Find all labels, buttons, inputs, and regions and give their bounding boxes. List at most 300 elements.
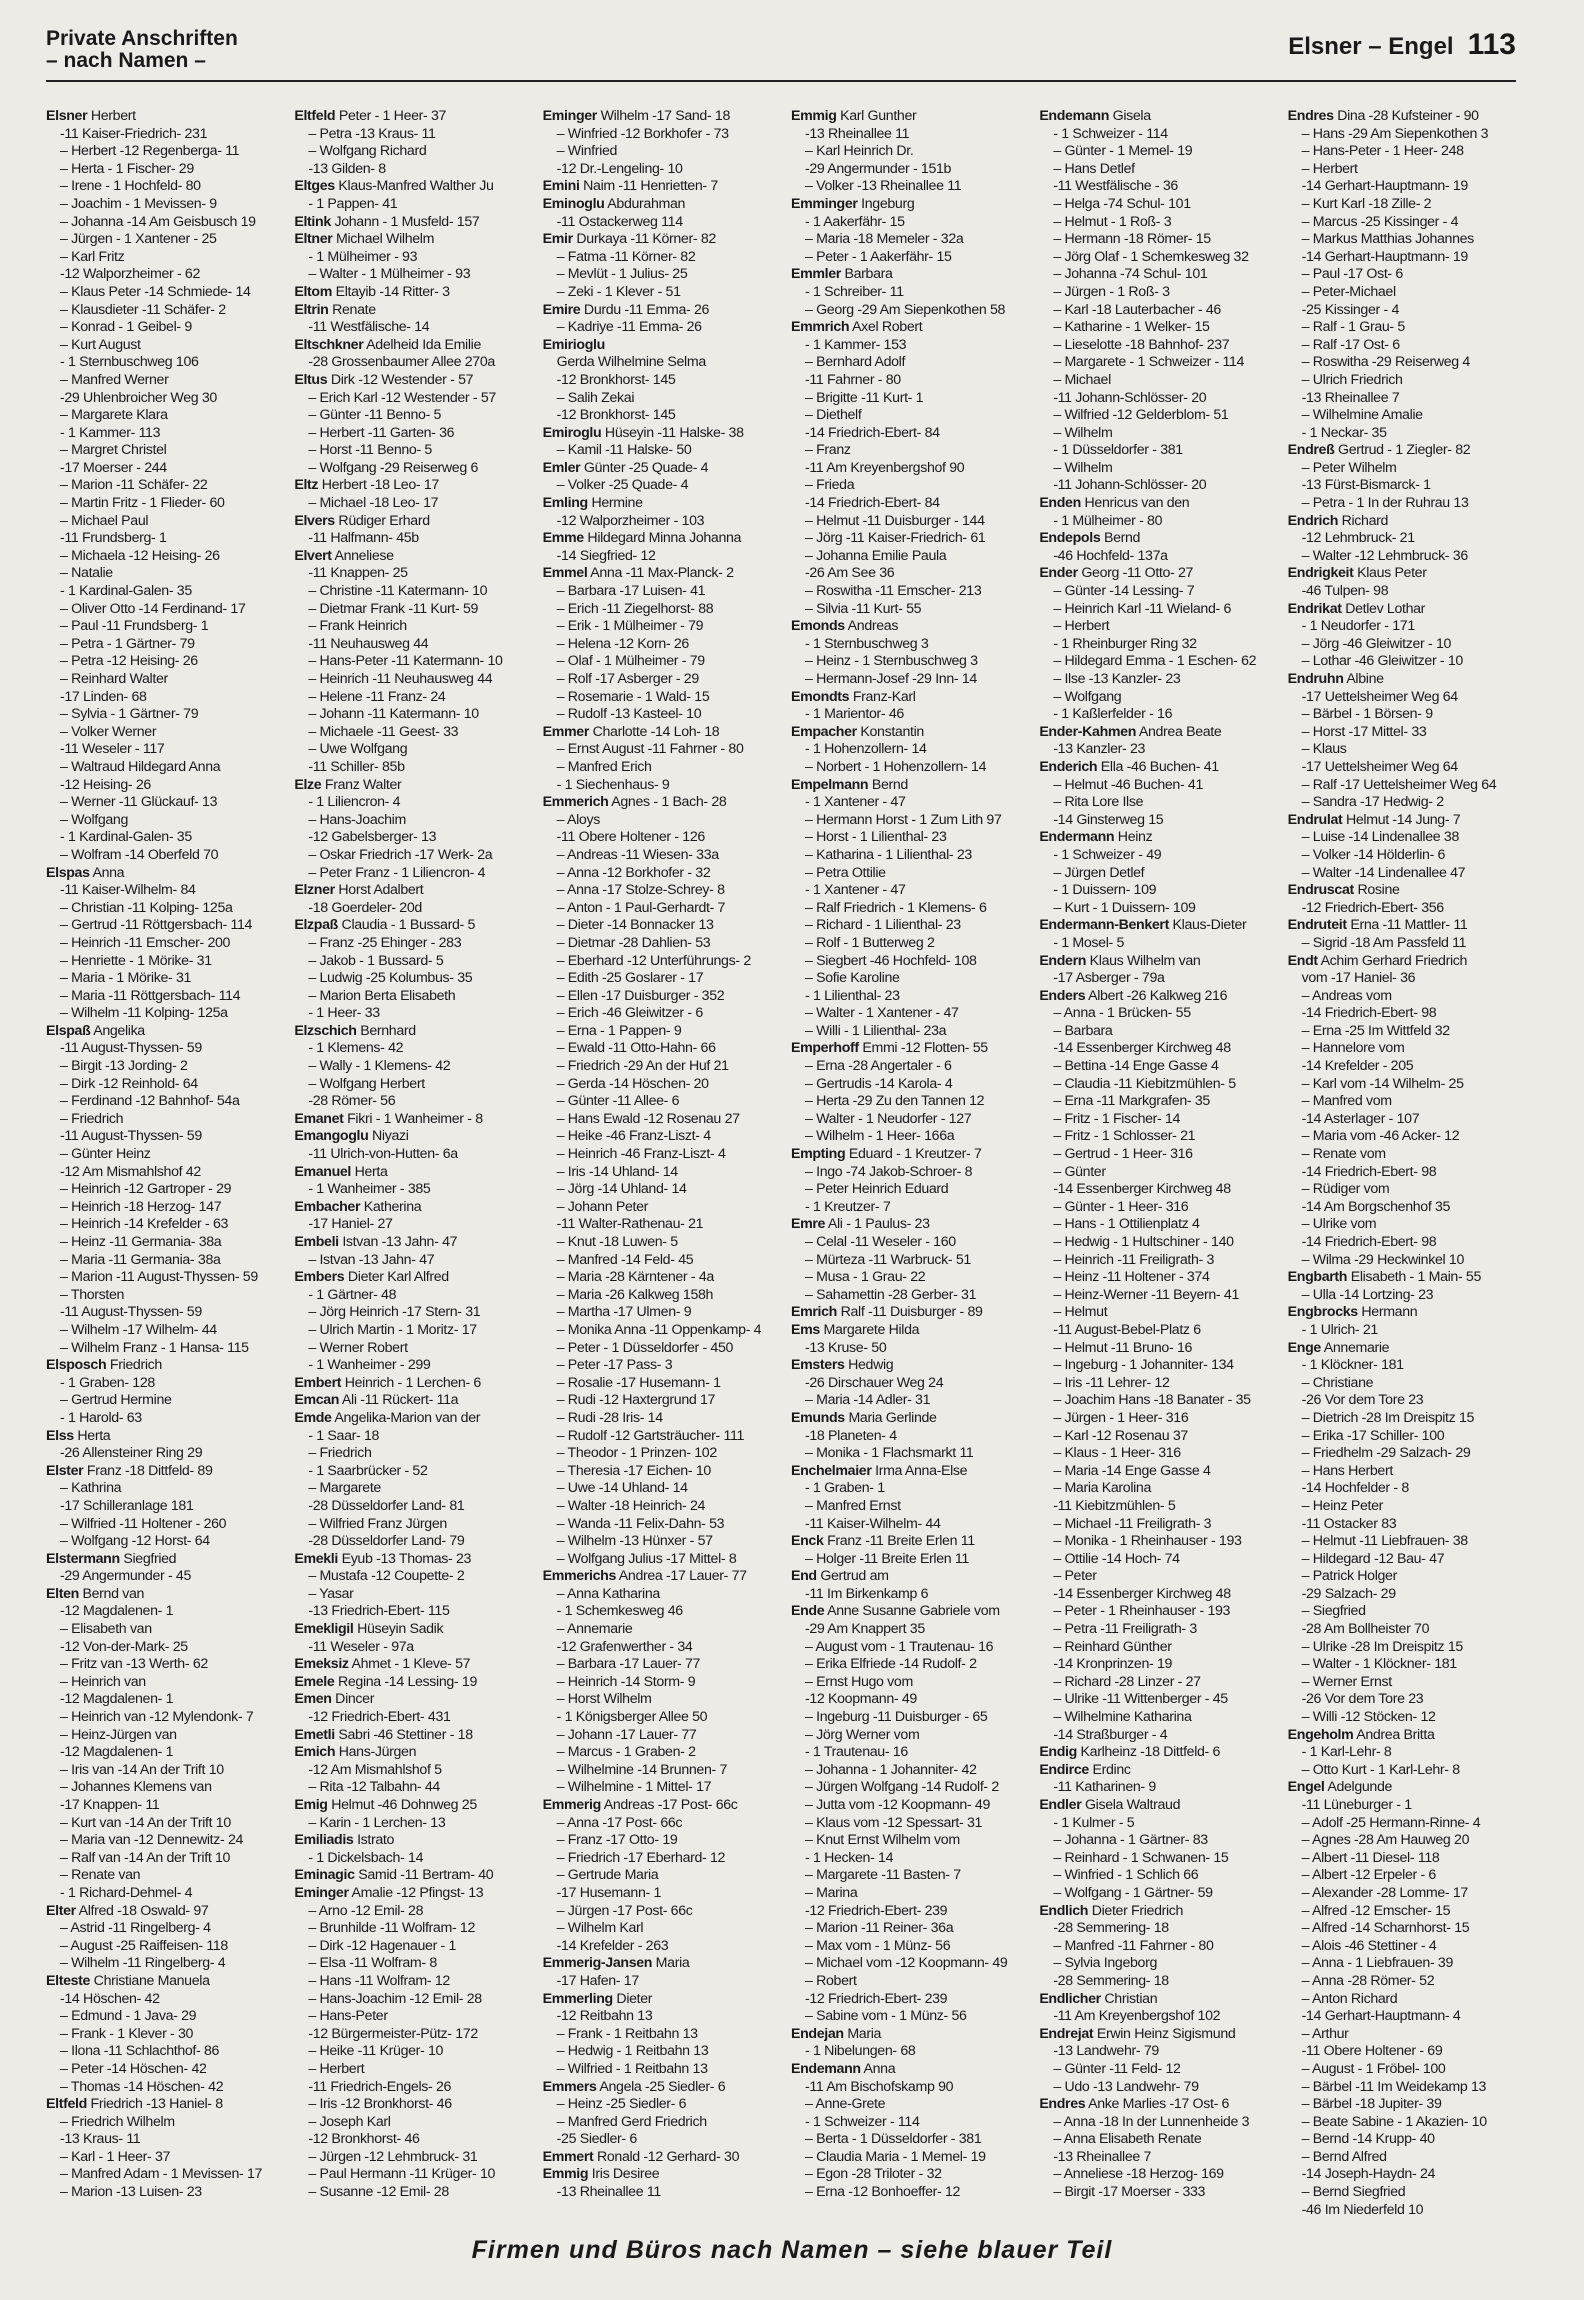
address-line: - 1 Sternbuschweg 3 xyxy=(804,635,929,652)
directory-column xyxy=(543,108,777,2228)
address-line: -12 Grafenwerther - 34 xyxy=(556,1638,693,1655)
address-line: - 1 Kammer- 153 xyxy=(804,336,907,353)
address-line: - 1 Lilienthal- 23 xyxy=(804,987,900,1004)
surname-entry xyxy=(1039,829,1273,847)
given-name-entry: – Uwe -14 Uhland- 14 xyxy=(556,1480,688,1497)
given-name-entry: – Wolfgang xyxy=(1053,688,1122,705)
entry-detail: Klaus-Dieter xyxy=(1168,917,1247,934)
address-line: -14 Friedrich-Ebert- 98 xyxy=(1301,1163,1437,1180)
address-line: - 1 Neckar- 35 xyxy=(1301,424,1387,441)
address-line: - 1 Wanheimer - 299 xyxy=(308,1357,431,1374)
entry-detail: Michael Wilhelm xyxy=(332,231,435,248)
entry-detail: Konstantin xyxy=(856,723,924,740)
surname-entry xyxy=(294,1375,528,1393)
address-line: - 1 Schreiber- 11 xyxy=(804,283,904,300)
given-name-entry: – Kathrina xyxy=(60,1480,122,1497)
address-line: -12 Reitbahn 13 xyxy=(556,2008,653,2025)
given-name-entry: – Maria -28 Kärntener - 4a xyxy=(556,1269,714,1286)
given-name-entry: – Hedwig - 1 Hultschiner - 140 xyxy=(1053,1234,1234,1250)
given-name-entry: – Heinrich -11 Emscher- 200 xyxy=(60,934,231,951)
surname-entry xyxy=(294,1269,528,1287)
given-name-entry: – Katharine - 1 Welker- 15 xyxy=(1053,319,1210,336)
given-name-entry: – Helmut -46 Buchen- 41 xyxy=(1053,776,1203,793)
given-name-entry: – Ralf van -14 An der Trift 10 xyxy=(60,1849,231,1866)
given-name-entry: – Anna - 1 Liebfrauen- 39 xyxy=(1301,1955,1454,1972)
surname-entry xyxy=(294,1674,528,1692)
given-name-entry: – Bärbel - 1 Börsen- 9 xyxy=(1301,706,1433,723)
entry-detail: Adelgunde xyxy=(1324,1779,1393,1796)
given-name-entry: – Hans-Joachim -12 Emil- 28 xyxy=(308,1990,482,2007)
given-name-entry: – Sandra -17 Hedwig- 2 xyxy=(1301,794,1444,811)
given-name-entry: – Heinz -11 Holtener - 374 xyxy=(1053,1269,1210,1286)
entry-detail: Ahmet - 1 Kleve- 57 xyxy=(348,1656,471,1673)
given-name-entry: – Peter Franz - 1 Liliencron- 4 xyxy=(308,864,486,881)
entry-detail: Franz -18 Dittfeld- 89 xyxy=(83,1462,213,1479)
surname-entry xyxy=(294,1832,528,1850)
surname-entry xyxy=(1288,1269,1522,1287)
surname: Emmel xyxy=(542,565,588,582)
surname: Emme xyxy=(542,530,584,547)
entry-detail: Karl Gunther xyxy=(836,108,917,124)
given-name-entry: – Karl - 1 Heer- 37 xyxy=(60,2148,171,2165)
surname-entry xyxy=(791,108,1025,126)
surname: Emondts xyxy=(790,688,850,705)
surname: Emini xyxy=(542,178,580,195)
given-name-entry: – Monika Anna -11 Oppenkamp- 4 xyxy=(556,1321,762,1338)
address-line: - 1 Wanheimer - 385 xyxy=(308,1181,431,1198)
given-name-entry: – Ilona -11 Schlachthof- 86 xyxy=(60,2043,220,2060)
given-name-entry: – Marion -13 Luisen- 23 xyxy=(60,2184,202,2201)
given-name-entry: – Rudolf -13 Kasteel- 10 xyxy=(556,706,702,723)
given-name-entry: – Friedrich Wilhelm xyxy=(60,2113,175,2130)
entry-detail: Amalie -12 Pfingst- 13 xyxy=(348,1884,484,1901)
surname: Endermann xyxy=(1039,829,1115,846)
given-name-entry: – Paul -17 Ost- 6 xyxy=(1301,266,1403,283)
given-name-entry: – Heinz-Jürgen van xyxy=(60,1726,177,1743)
address-line: - 1 Kreutzer- 7 xyxy=(804,1198,891,1215)
address-line: -12 Friedrich-Ebert- 356 xyxy=(1301,899,1444,916)
given-name-entry: – Margarete Klara xyxy=(60,407,168,424)
given-name-entry: – Rosalie -17 Husemann- 1 xyxy=(556,1374,721,1391)
given-name-entry: – Alfred -14 Scharnhorst- 15 xyxy=(1301,1920,1470,1937)
address-line: -12 Gabelsberger- 13 xyxy=(308,829,437,846)
given-name-entry: – Adolf -25 Hermann-Rinne- 4 xyxy=(1301,1814,1481,1831)
given-name-entry: – Hildegard -12 Bau- 47 xyxy=(1301,1550,1445,1567)
address-line: -13 Landwehr- 79 xyxy=(1053,2043,1159,2060)
given-name-entry: – Heinrich -11 Neuhausweg 44 xyxy=(308,671,493,687)
address-line: - 1 Xantener - 47 xyxy=(804,882,906,899)
surname-entry xyxy=(1288,812,1522,830)
address-line: -17 Uettelsheimer Weg 64 xyxy=(1301,688,1458,705)
given-name-entry: – Astrid -11 Ringelberg- 4 xyxy=(60,1920,211,1937)
given-name-entry: – Petra - 1 Gärtner- 79 xyxy=(60,635,195,652)
given-name-entry: – Wilhelmine Amalie xyxy=(1301,407,1423,424)
given-name-entry: – Maria -18 Memeler - 32a xyxy=(804,231,964,248)
entry-detail: Andreas xyxy=(844,618,899,635)
entry-detail: Ali -11 Rückert- 11a xyxy=(339,1392,459,1409)
entry-detail: Heinrich - 1 Lerchen- 6 xyxy=(341,1374,481,1391)
surname-entry xyxy=(1039,1762,1273,1780)
given-name-entry: – Brigitte -11 Kurt- 1 xyxy=(804,389,924,406)
surname-entry xyxy=(791,1216,1025,1234)
directory-column xyxy=(1288,108,1522,2228)
address-line: -29 Salzach- 29 xyxy=(1301,1585,1396,1602)
address-line: -26 Dirschauer Weg 24 xyxy=(804,1374,944,1391)
given-name-entry: – Klaus - 1 Heer- 316 xyxy=(1053,1445,1181,1462)
given-name-entry: – Friedrich -17 Eberhard- 12 xyxy=(556,1849,726,1866)
surname: Embert xyxy=(294,1374,342,1391)
given-name-entry: – Martin Fritz - 1 Flieder- 60 xyxy=(60,495,225,512)
given-name-entry: – Wilhelmine -14 Brunnen- 7 xyxy=(556,1761,728,1778)
given-name-entry: – Konrad - 1 Geibel- 9 xyxy=(60,319,192,336)
address-line: - 1 Kulmer - 5 xyxy=(1053,1814,1135,1831)
address-line: - 1 Kaßlerfelder - 16 xyxy=(1053,706,1173,723)
given-name-entry: – Johannes Klemens van xyxy=(60,1779,212,1796)
address-line: - 1 Siechenhaus- 9 xyxy=(556,776,670,793)
surname-entry xyxy=(543,724,777,742)
surname-entry xyxy=(1288,601,1522,619)
given-name-entry: – Erik - 1 Mülheimer - 79 xyxy=(556,618,704,635)
given-name-entry: – Friedrich xyxy=(60,1110,124,1127)
address-line: -11 Obere Holtener - 126 xyxy=(556,829,705,846)
given-name-entry: – August -25 Raiffeisen- 118 xyxy=(60,1937,228,1954)
entry-detail: Erwin Heinz Sigismund xyxy=(1093,2025,1236,2042)
entry-detail: Helmut -14 Jung- 7 xyxy=(1342,811,1461,828)
address-line: -12 Am Mismahlshof 42 xyxy=(60,1163,201,1180)
surname-entry xyxy=(294,1234,528,1252)
address-line: -29 Angermunder - 45 xyxy=(60,1568,192,1585)
address-line: -11 Kiebitzmühlen- 5 xyxy=(1053,1497,1176,1514)
given-name-entry: – Petra -11 Freiligrath- 3 xyxy=(1053,1621,1197,1638)
surname: Elss xyxy=(46,1427,74,1444)
surname-entry xyxy=(1288,1779,1522,1797)
entry-detail: Günter -25 Quade- 4 xyxy=(580,459,709,476)
given-name-entry: – Gertrude Maria xyxy=(556,1867,659,1884)
address-line: -29 Uhlenbroicher Weg 30 xyxy=(60,389,217,406)
entry-detail: Andreas -17 Post- 66c xyxy=(600,1797,738,1813)
given-name-entry: – Anne-Grete xyxy=(804,2096,886,2113)
given-name-entry: – Jürgen - 1 Heer- 316 xyxy=(1053,1409,1189,1426)
surname: Emmig xyxy=(790,108,837,124)
surname-entry xyxy=(1288,953,1522,971)
address-line: - 1 Schweizer - 114 xyxy=(804,2113,920,2130)
surname-entry xyxy=(1039,2096,1273,2114)
directory-column xyxy=(294,108,528,2228)
entry-detail: Anneliese xyxy=(331,547,394,564)
given-name-entry: – Kurt Karl -18 Zille- 2 xyxy=(1301,195,1432,212)
address-line: -14 Essenberger Kirchweg 48 xyxy=(1053,1181,1231,1198)
given-name-entry: – Brunhilde -11 Wolfram- 12 xyxy=(308,1920,475,1937)
surname-entry xyxy=(294,1392,528,1410)
given-name-entry: – Rolf - 1 Butterweg 2 xyxy=(804,934,935,951)
surname-entry xyxy=(791,777,1025,795)
entry-detail: Gisela xyxy=(1109,108,1151,124)
surname-entry xyxy=(294,1867,528,1885)
entry-detail: Horst Adalbert xyxy=(334,882,424,899)
surname: Embers xyxy=(294,1269,345,1286)
surname-entry xyxy=(46,1357,280,1375)
given-name-entry: – Dirk -12 Reinhold- 64 xyxy=(60,1075,198,1092)
given-name-entry: – Helena -12 Korn- 26 xyxy=(556,635,689,652)
given-name-entry: – Jürgen -17 Post- 66c xyxy=(556,1902,693,1919)
surname-entry xyxy=(294,372,528,390)
address-line: -11 Kaiser-Wilhelm- 44 xyxy=(804,1515,941,1532)
entry-detail: Claudia - 1 Bussard- 5 xyxy=(337,917,475,934)
given-name-entry: – Michael xyxy=(1053,371,1111,388)
surname: Endres xyxy=(1039,2096,1086,2113)
surname-entry xyxy=(46,2096,280,2114)
given-name-entry: – Heinrich -14 Krefelder - 63 xyxy=(60,1216,229,1233)
surname-entry xyxy=(294,477,528,495)
surname-entry xyxy=(791,1146,1025,1164)
given-name-entry: – Monika - 1 Flachsmarkt 11 xyxy=(804,1445,974,1462)
given-name-entry: – Claudia -11 Kiebitzmühlen- 5 xyxy=(1053,1075,1236,1092)
given-name-entry: – Franz -17 Otto- 19 xyxy=(556,1832,678,1849)
given-name-entry: – Reinhard Walter xyxy=(60,671,168,687)
surname: Endemann xyxy=(790,2060,861,2077)
given-name-entry: – Horst Wilhelm xyxy=(556,1691,652,1708)
address-line: -11 Ulrich-von-Hutten- 6a xyxy=(308,1146,458,1163)
given-name-entry: – Dietmar Frank -11 Kurt- 59 xyxy=(308,600,479,617)
given-name-entry: – Elsa -11 Wolfram- 8 xyxy=(308,1955,437,1972)
surname: Emmerling xyxy=(542,1990,613,2007)
given-name-entry: – Wilfried - 1 Reitbahn 13 xyxy=(556,2060,708,2077)
given-name-entry: – Petra - 1 In der Ruhrau 13 xyxy=(1301,495,1469,512)
given-name-entry: – Wilhelm -13 Hünxer - 57 xyxy=(556,1533,713,1550)
name-range: Elsner – Engel xyxy=(1288,33,1454,60)
address-line: -11 Friedrich-Engels- 26 xyxy=(308,2078,452,2095)
address-line: -14 Essenberger Kirchweg 48 xyxy=(1053,1040,1231,1057)
given-name-entry: – Norbert - 1 Hohenzollern- 14 xyxy=(804,758,987,775)
given-name-entry: – Hermann -18 Römer- 15 xyxy=(1053,231,1211,248)
entry-detail: Wilhelm -17 Sand- 18 xyxy=(596,108,730,124)
given-name-entry: – Hans -29 Am Siepenkothen 3 xyxy=(1301,125,1489,142)
given-name-entry: – Theresia -17 Eichen- 10 xyxy=(556,1462,711,1479)
given-name-entry: – Ludwig -25 Kolumbus- 35 xyxy=(308,970,473,987)
surname-entry xyxy=(294,1727,528,1745)
surname-entry xyxy=(543,495,777,513)
address-line: -26 Am See 36 xyxy=(804,565,895,582)
entry-detail: Gertrud am xyxy=(816,1568,889,1585)
given-name-entry: – Natalie xyxy=(60,565,113,582)
surname: Enden xyxy=(1039,495,1081,512)
given-name-entry: – Elisabeth van xyxy=(60,1621,152,1638)
given-name-entry: – Bettina -14 Enge Gasse 4 xyxy=(1053,1058,1219,1075)
address-line: - 1 Gärtner- 48 xyxy=(308,1286,397,1303)
surname-entry xyxy=(294,1744,528,1762)
given-name-entry: – Luise -14 Lindenallee 38 xyxy=(1301,829,1459,846)
given-name-entry: – Maria Karolina xyxy=(1053,1480,1152,1497)
given-name-entry: – Alexander -28 Lomme- 17 xyxy=(1301,1884,1468,1901)
address-line: -11 Ostacker 83 xyxy=(1301,1515,1397,1532)
address-line: -11 Am Kreyenbergshof 90 xyxy=(804,459,965,476)
surname: Ende xyxy=(790,1603,825,1620)
given-name-entry: – Fritz - 1 Schlosser- 21 xyxy=(1053,1128,1196,1145)
given-name-entry: – Wilhelm -17 Wilhelm- 44 xyxy=(60,1321,217,1338)
given-name-entry: – Hans-Peter -11 Katermann- 10 xyxy=(308,653,503,670)
surname: Eltfeld xyxy=(46,2096,87,2113)
entry-detail: Alfred -18 Oswald- 97 xyxy=(75,1902,209,1919)
address-line: - 1 Schweizer - 114 xyxy=(1053,125,1168,142)
given-name-entry: – Barbara -17 Lauer- 77 xyxy=(556,1656,701,1673)
entry-detail: Katherina xyxy=(360,1198,422,1215)
entry-detail: Agnes - 1 Bach- 28 xyxy=(608,794,727,811)
address-line: -13 Gilden- 8 xyxy=(308,160,386,177)
given-name-entry: – Helmut -11 Duisburger - 144 xyxy=(804,512,985,529)
entry-detail: Fikri - 1 Wanheimer - 8 xyxy=(343,1110,483,1127)
given-name-entry: – Johanna -14 Am Geisbusch 19 xyxy=(60,213,256,230)
given-name-entry: – Ferdinand -12 Bahnhof- 54a xyxy=(60,1093,240,1110)
given-name-entry: – Horst -11 Benno- 5 xyxy=(308,442,432,459)
entry-detail: Hildegard Minna Johanna xyxy=(583,530,742,547)
address-line: -14 Krefelder - 263 xyxy=(556,1937,669,1954)
surname: Elsner xyxy=(46,108,88,124)
surname-entry xyxy=(791,2026,1025,2044)
entry-detail: Istrato xyxy=(353,1832,395,1849)
given-name-entry: – Thomas -14 Höschen- 42 xyxy=(60,2078,224,2095)
entry-detail: Klaus-Manfred Walther Ju xyxy=(334,178,494,195)
given-name-entry: – Maria -11 Germania- 38a xyxy=(60,1251,221,1268)
address-line: - 1 Mosel- 5 xyxy=(1053,934,1125,951)
entry-detail: Ronald -12 Gerhard- 30 xyxy=(593,2148,740,2165)
surname: Emich xyxy=(294,1744,336,1761)
surname: Empting xyxy=(790,1146,846,1163)
given-name-entry: – Winfried xyxy=(556,143,618,160)
entry-detail: Emmi -12 Flotten- 55 xyxy=(858,1040,988,1057)
address-line: -11 Westfälische - 36 xyxy=(1053,178,1178,195)
given-name-entry: – Margarete - 1 Schweizer - 114 xyxy=(1053,354,1245,371)
surname: Endrulat xyxy=(1287,811,1343,828)
surname-entry xyxy=(543,565,777,583)
given-name-entry: – Rita Lore Ilse xyxy=(1053,794,1144,811)
entry-detail: Bernd xyxy=(868,776,908,793)
given-name-entry: – Marcus -25 Kissinger - 4 xyxy=(1301,213,1459,230)
entry-detail: Niyazi xyxy=(368,1128,409,1145)
surname: Ender xyxy=(1039,565,1078,582)
given-name-entry: – Uwe Wolfgang xyxy=(308,741,408,758)
address-line: - 1 Kardinal-Galen- 35 xyxy=(60,829,192,846)
address-line: -28 Düsseldorfer Land- 81 xyxy=(308,1497,465,1514)
given-name-entry: – Günter Heinz xyxy=(60,1146,151,1163)
entry-detail: Hedwig xyxy=(844,1357,894,1374)
surname: Emunds xyxy=(790,1409,845,1426)
surname: Emmerich xyxy=(542,794,609,811)
given-name-entry: – Johann -17 Lauer- 77 xyxy=(556,1726,697,1743)
surname: Endrigkeit xyxy=(1287,565,1354,582)
given-name-entry: – Wilfried -12 Gelderblom- 51 xyxy=(1053,407,1229,424)
given-name-entry: – Hermann Horst - 1 Zum Lith 97 xyxy=(804,811,1002,828)
address-line: -13 Kanzler- 23 xyxy=(1053,741,1146,758)
address-line: - 1 Neudorfer - 171 xyxy=(1301,618,1415,635)
given-name-entry: – Günter -11 Allee- 6 xyxy=(556,1093,680,1110)
address-line: - 1 Dickelsbach- 14 xyxy=(308,1849,424,1866)
surname-entry xyxy=(791,1304,1025,1322)
entry-detail: Klaus Peter xyxy=(1353,565,1427,582)
entry-detail: Renate xyxy=(328,301,376,318)
surname-entry xyxy=(294,1885,528,1903)
surname-entry xyxy=(294,548,528,566)
given-name-entry: – Roswitha -29 Reiserweg 4 xyxy=(1301,354,1470,371)
surname-entry xyxy=(543,530,777,548)
entry-detail: Hüseyin -11 Halske- 38 xyxy=(601,424,744,441)
section-title-line2: – nach Namen – xyxy=(46,49,206,72)
given-name-entry: – Erika Elfriede -14 Rudolf- 2 xyxy=(804,1656,977,1673)
surname: Enderich xyxy=(1039,758,1098,775)
surname-entry xyxy=(1288,513,1522,531)
surname: Eltus xyxy=(294,371,328,388)
surname: Elze xyxy=(294,776,322,793)
given-name-entry: – Erich -11 Ziegelhorst- 88 xyxy=(556,600,714,617)
entry-detail: Naim -11 Henrietten- 7 xyxy=(579,178,718,195)
given-name-entry: – Jörg Olaf - 1 Schemkesweg 32 xyxy=(1053,248,1249,265)
given-name-entry: – Dieter -14 Bonnacker 13 xyxy=(556,917,714,934)
given-name-entry: – Hildegard Emma - 1 Eschen- 62 xyxy=(1053,653,1257,670)
surname-entry xyxy=(294,513,528,531)
surname-entry xyxy=(543,2149,777,2167)
surname-entry xyxy=(543,231,777,249)
entry-detail: Dieter Karl Alfred xyxy=(344,1269,449,1286)
surname: Elzpaß xyxy=(294,917,338,934)
given-name-entry: – Ralf -17 Uettelsheimer Weg 64 xyxy=(1301,776,1497,793)
given-name-entry: – Heike -46 Franz-Liszt- 4 xyxy=(556,1128,711,1145)
given-name-entry: – Yasar xyxy=(308,1585,354,1602)
surname-entry xyxy=(46,108,280,126)
entry-detail: Maria xyxy=(652,1955,690,1972)
given-name-entry: – Volker Werner xyxy=(60,723,157,740)
address-line: -11 August-Thyssen- 59 xyxy=(60,1304,202,1321)
given-name-entry: – Hans Herbert xyxy=(1301,1462,1393,1479)
surname: Engel xyxy=(1287,1779,1325,1796)
given-name-entry: – Jürgen - 1 Xantener - 25 xyxy=(60,231,217,248)
given-name-entry: – Lieselotte -18 Bahnhof- 237 xyxy=(1053,336,1230,353)
surname: Enchelmaier xyxy=(790,1462,872,1479)
given-name-entry: – Heinrich -46 Franz-Liszt- 4 xyxy=(556,1146,726,1163)
address-line: -13 Rheinallee 7 xyxy=(1301,389,1400,406)
surname-entry xyxy=(543,1797,777,1815)
given-name-entry: – Anna Elisabeth Renate xyxy=(1053,2131,1202,2148)
surname-entry xyxy=(294,1410,528,1428)
given-name-entry: – Herta - 1 Fischer- 29 xyxy=(60,160,194,177)
address-line: - 1 Aakerfähr- 15 xyxy=(804,213,905,230)
surname: Elspas xyxy=(46,864,90,881)
surname: Endepols xyxy=(1039,530,1101,547)
given-name-entry: – Kurt - 1 Duissern- 109 xyxy=(1053,899,1196,916)
surname: Engeholm xyxy=(1287,1726,1354,1743)
surname-entry xyxy=(1039,1991,1273,2009)
given-name-entry: – Anna Katharina xyxy=(556,1585,660,1602)
surname: Eltges xyxy=(294,178,335,195)
given-name-entry: – Renate van xyxy=(60,1867,141,1884)
given-name-entry: – Johann Peter xyxy=(556,1198,648,1215)
given-name-entry: – Wilhelm -11 Kolping- 125a xyxy=(60,1005,228,1022)
entry-detail: Anna xyxy=(860,2060,896,2077)
address-line: -28 Römer- 56 xyxy=(308,1093,396,1110)
given-name-entry: – Michael Paul xyxy=(60,512,149,529)
address-line: - 1 Harold- 63 xyxy=(60,1409,142,1426)
surname-entry xyxy=(294,917,528,935)
surname: Eltrin xyxy=(294,301,329,318)
surname-entry xyxy=(791,1533,1025,1551)
given-name-entry: – Ernst August -11 Fahrner - 80 xyxy=(556,741,744,758)
surname-entry xyxy=(46,1551,280,1569)
surname-entry xyxy=(294,777,528,795)
surname: Endermann-Benkert xyxy=(1039,917,1169,934)
given-name-entry: – Helga -74 Schul- 101 xyxy=(1053,195,1191,212)
entry-detail: Durdu -11 Emma- 26 xyxy=(580,301,710,318)
entry-detail: Herbert -18 Leo- 17 xyxy=(318,477,439,494)
entry-detail: Ali - 1 Paulus- 23 xyxy=(825,1216,930,1233)
given-name-entry: – Herta -29 Zu den Tannen 12 xyxy=(804,1093,985,1110)
